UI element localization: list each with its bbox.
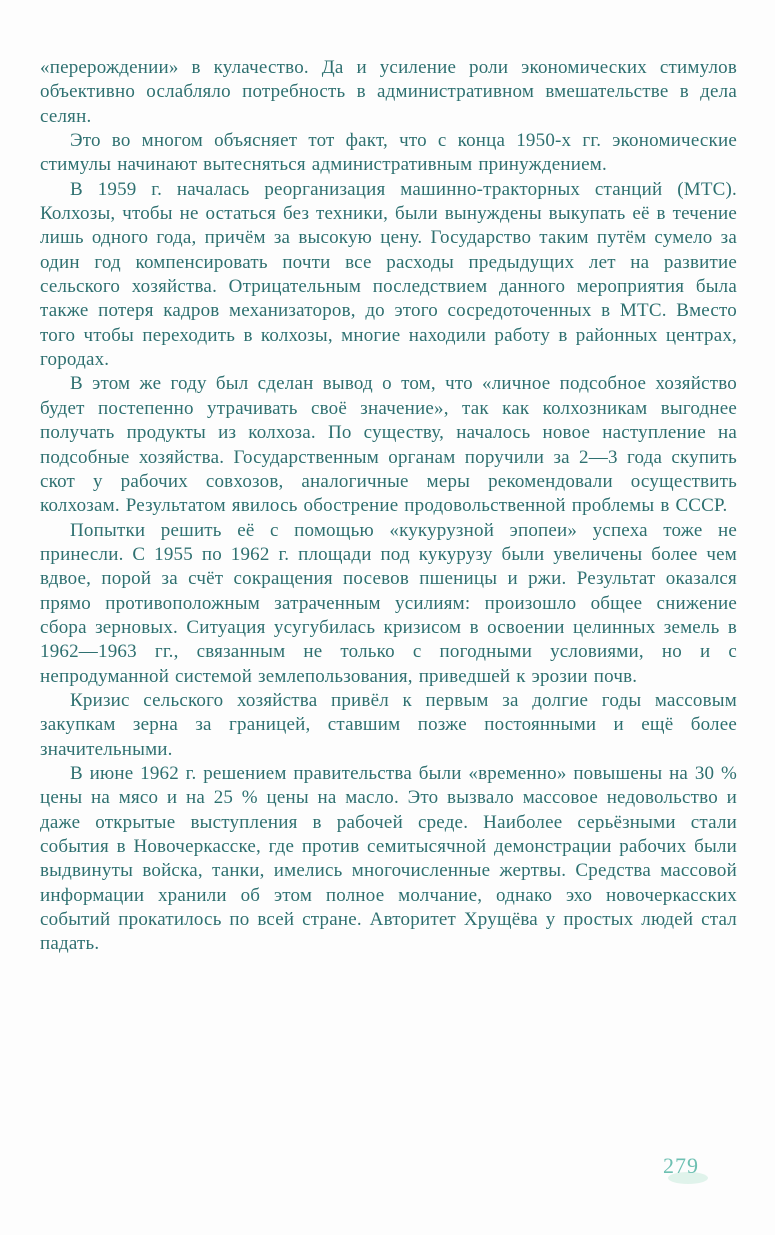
paragraph: Кризис сельского хозяйства привёл к первым за долгие годы массовым закупкам зерна за границей, ставшим позже постоянными и ещё более значительными.: [40, 689, 737, 760]
paragraph: Попытки решить её с помощью «кукурузной эпопеи» успеха тоже не принесли. С 1955 по 1962 г. площади под кукурузу были увеличены более чем вдвое, порой за счёт сокращения посевов пшеницы и ржи. Результат оказался прямо противоположным затраченным усилиям: произошло общее снижение сбора зерновых. Ситуация усугубилась кризисом в освоении целинных земель в 1962—1963 гг., связанным не только с погодными условиями, но и с непродуманной системой землепользования, приведшей к эрозии почв.: [40, 519, 737, 687]
text-block: [40, 56, 737, 957]
paragraph: Это во многом объясняет тот факт, что с конца 1950-х гг. экономические стимулы начинают вытесняться административным принуждением.: [40, 130, 737, 176]
paragraph: «перерождении» в кулачество. Да и усиление роли экономических стимулов объективно ослабляло потребность в административном вмешательстве в дела селян.: [40, 57, 737, 127]
page-number: 279: [663, 1153, 699, 1178]
paragraph: В этом же году был сделан вывод о том, что «личное подсобное хозяйство будет постепенно утрачивать своё значение», так как колхозникам выгоднее получать продукты из колхоза. По существу, началось новое наступление на подсобные хозяйства. Государственным органам поручили за 2—3 года скупить скот у рабочих совхозов, аналогичные меры рекомендовали осуществить колхозам. Результатом явилось обострение продовольственной проблемы в СССР.: [40, 373, 737, 517]
paragraph: В июне 1962 г. решением правительства были «временно» повышены на 30 % цены на мясо и на 25 % цены на масло. Это вызвало массовое недовольство и даже открытые выступления в рабочей среде. Наиболее серьёзными стали события в Новочеркасске, где против семитысячной демонстрации рабочих были выдвинуты войска, танки, имелись многочисленные жертвы. Средства массовой информации хранили об этом полное молчание, однако эхо новочеркасских событий прокатилось по всей стране. Авторитет Хрущёва у простых людей стал падать.: [40, 762, 737, 955]
paragraph: В 1959 г. началась реорганизация машинно-тракторных станций (МТС). Колхозы, чтобы не остаться без техники, были вынуждены выкупать её в течение лишь одного года, причём за высокую цену. Государство таким путём сумело за один год компенсировать почти все расходы предыдущих лет на развитие сельского хозяйства. Отрицательным последствием данного мероприятия была также потеря кадров механизаторов, до этого сосредоточенных в МТС. Вместо того чтобы переходить в колхозы, многие находили работу в районных центрах, городах.: [40, 178, 737, 371]
